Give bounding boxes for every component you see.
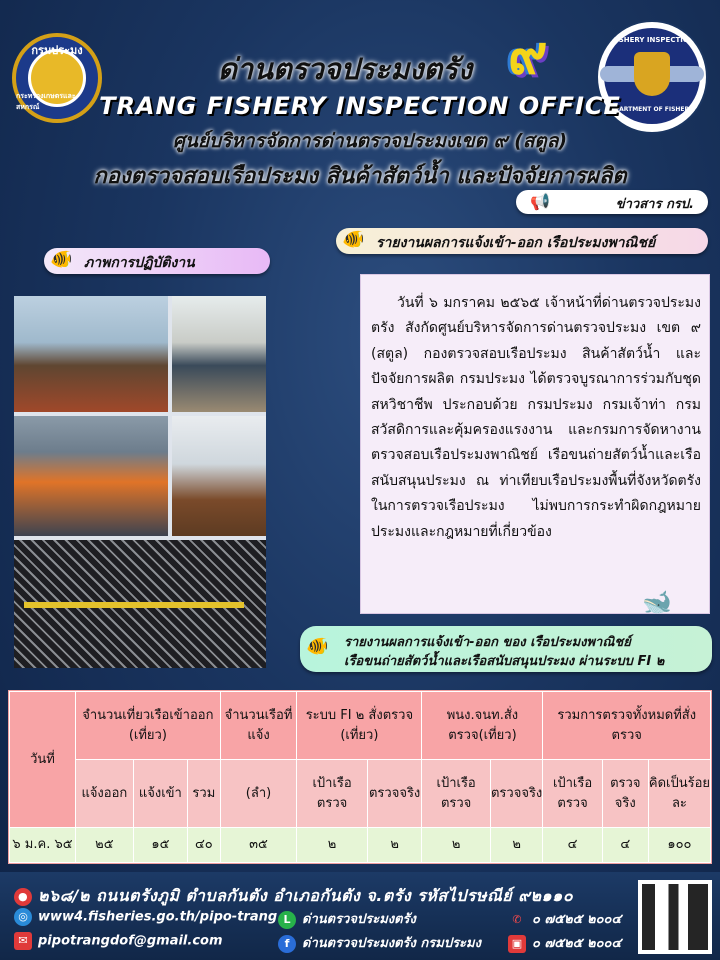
cell: ๒ (297, 828, 368, 863)
fish-icon: 🐠 (342, 229, 365, 250)
fi2-heading-line2: เรือขนถ่ายสัตว์น้ำและเรือสนับสนุนประมง ผ่านระบบ FI ๒ (344, 654, 665, 669)
division-subtitle: กองตรวจสอบเรือประมง สินค้าสัตว์น้ำ และปัจจัยการผลิต (93, 164, 627, 189)
footer-website[interactable] (14, 908, 277, 926)
sub-header: ตรวจจริง (602, 760, 648, 828)
footer-address (14, 884, 634, 909)
badge-top-text: FISHERY INSPECTION (611, 36, 695, 44)
inspection-summary-table (8, 690, 712, 864)
line-account[interactable]: ด่านตรวจประมงตรัง (302, 912, 416, 927)
sub-header: คิดเป็นร้อยละ (648, 760, 710, 828)
location-pin-icon: ● (14, 888, 32, 906)
col-group-boats: จำนวนเรือที่แจ้ง (220, 692, 297, 760)
activities-heading-label: ภาพการปฏิบัติงาน (84, 255, 195, 271)
photo-inspection-team (172, 296, 266, 412)
cell: ๔๐ (188, 828, 221, 863)
cell: ๒๕ (76, 828, 134, 863)
col-group-fi2: ระบบ FI ๒ สั่งตรวจ (เที่ยว) (297, 692, 422, 760)
report-heading (336, 228, 708, 254)
report-heading-label: รายงานผลการแจ้งเข้า-ออก เรือประมงพาณิชย์ (376, 235, 656, 251)
mail-icon: ✉ (14, 932, 32, 950)
cell: ๓๕ (220, 828, 297, 863)
col-group-officer: พนง.จนท.สั่งตรวจ(เที่ยว) (422, 692, 543, 760)
logo-top-text: กรมประมง (31, 44, 83, 57)
sub-header: ตรวจจริง (367, 760, 422, 828)
activity-photo-collage (14, 296, 266, 668)
cell: ๔ (543, 828, 602, 863)
cell: ๒ (490, 828, 543, 863)
sub-header: เป้าเรือตรวจ (422, 760, 490, 828)
office-title-thai: ด่านตรวจประมงตรัง (217, 52, 473, 86)
cell: ๑๐๐ (648, 828, 710, 863)
phone-number: ๐ ๗๕๒๕ ๒๐๐๔ (532, 912, 622, 927)
measuring-tape (24, 602, 244, 608)
col-group-trips: จำนวนเที่ยวเรือเข้าออก (เที่ยว) (76, 692, 221, 760)
region-nine-emblem: ๙ (508, 22, 548, 86)
report-paragraph: วันที่ ๖ มกราคม ๒๕๖๕ เจ้าหน้าที่ด่านตรวจประมงตรัง สังกัดศูนย์บริหารจัดการด่านตรวจประมง เขต ๙ (สตูล) กองตรวจสอบเรือประมง สินค้าสัตว์น้ำ และปัจจัยการผลิต กรมประมง ได้ตรวจบูรณาการร่วมกับชุดสหวิชาชีพ ประกอบด้วย กรมประมง กรมเจ้าท่า กรมสวัสดิการและคุ้มครองแรงงาน และกรมการจัดหางาน ตรวจสอบเรือประมงพาณิชย์ เรือขนถ่ายสัตว์น้ำและเรือสนับสนุนประมง ณ ท่าเทียบเรือประมงพื้นที่จังหวัดตรัง ในการตรวจเรือประมง ไม่พบการกระทำผิดกฎหมายประมงและกฎหมายที่เกี่ยวข้อง (371, 295, 701, 540)
fi2-heading-line1: รายงานผลการแจ้งเข้า-ออก ของ เรือประมงพาณิชย์ (344, 635, 631, 650)
facebook-page[interactable]: ด่านตรวจประมงตรัง กรมประมง (302, 936, 481, 951)
fish-icon: 🐠 (306, 636, 329, 657)
footer-email[interactable] (14, 932, 223, 950)
logo-bottom-text: กระทรวงเกษตรและสหกรณ์ (16, 92, 76, 111)
facebook-icon: f (278, 935, 296, 953)
email-link[interactable]: pipotrangdof@gmail.com (38, 933, 223, 949)
cell: ๒ (367, 828, 422, 863)
fax-number: ๐ ๗๕๒๕ ๒๐๐๔ (532, 936, 622, 951)
footer-phone (508, 908, 621, 929)
sub-header: เป้าเรือตรวจ (297, 760, 368, 828)
center-subtitle: ศูนย์บริหารจัดการด่านตรวจประมงเขต ๙ (สตูล) (172, 130, 568, 152)
news-label: ข่าวสาร กรป. (615, 197, 694, 212)
table-row (10, 828, 711, 863)
badge-shield-icon (634, 52, 670, 96)
photo-meeting-table (172, 416, 266, 536)
globe-icon: ◎ (14, 908, 32, 926)
row-date: ๖ ม.ค. ๖๕ (10, 828, 76, 863)
photo-fishing-net-measure (14, 540, 266, 668)
activities-heading (44, 248, 270, 274)
sub-header: เป้าเรือตรวจ (543, 760, 602, 828)
website-link[interactable]: www4.fisheries.go.th/pipo-trang (38, 909, 278, 925)
footer-facebook[interactable] (278, 932, 481, 953)
footer-line[interactable] (278, 908, 416, 929)
qr-code[interactable] (638, 880, 712, 954)
cell: ๔ (602, 828, 648, 863)
line-app-icon: L (278, 911, 296, 929)
photo-fishing-boat (14, 296, 168, 412)
footer-fax (508, 932, 621, 953)
badge-bottom-text: DEPARTMENT OF FISHERIES (606, 106, 700, 113)
sub-header: (ลำ) (220, 760, 297, 828)
fi2-report-heading (300, 626, 712, 672)
address-text: ๒๖๘/๒ ถนนตรังภูมิ ตำบลกันตัง อำเภอกันตัง จ.ตรัง รหัสไปรษณีย์ ๙๒๑๑๐ (38, 886, 574, 905)
col-date: วันที่ (10, 692, 76, 828)
megaphone-icon: 📢 (530, 192, 550, 211)
news-tag (516, 190, 708, 214)
fish-icon: 🐠 (50, 249, 73, 270)
cell: ๒ (422, 828, 490, 863)
phone-icon: ✆ (512, 912, 522, 926)
col-group-total: รวมการตรวจทั้งหมดที่สั่งตรวจ (543, 692, 711, 760)
office-title-english: TRANG FISHERY INSPECTION OFFICE (99, 92, 621, 120)
sub-header: แจ้งออก (76, 760, 134, 828)
photo-document-check (14, 416, 168, 536)
sub-header: ตรวจจริง (490, 760, 543, 828)
fax-icon: ▣ (508, 935, 526, 953)
whale-icon: 🐋 (642, 588, 672, 616)
report-text-panel (360, 274, 710, 614)
cell: ๑๕ (133, 828, 187, 863)
sub-header: รวม (188, 760, 221, 828)
qr-code-pattern (642, 884, 708, 950)
sub-header: แจ้งเข้า (133, 760, 187, 828)
